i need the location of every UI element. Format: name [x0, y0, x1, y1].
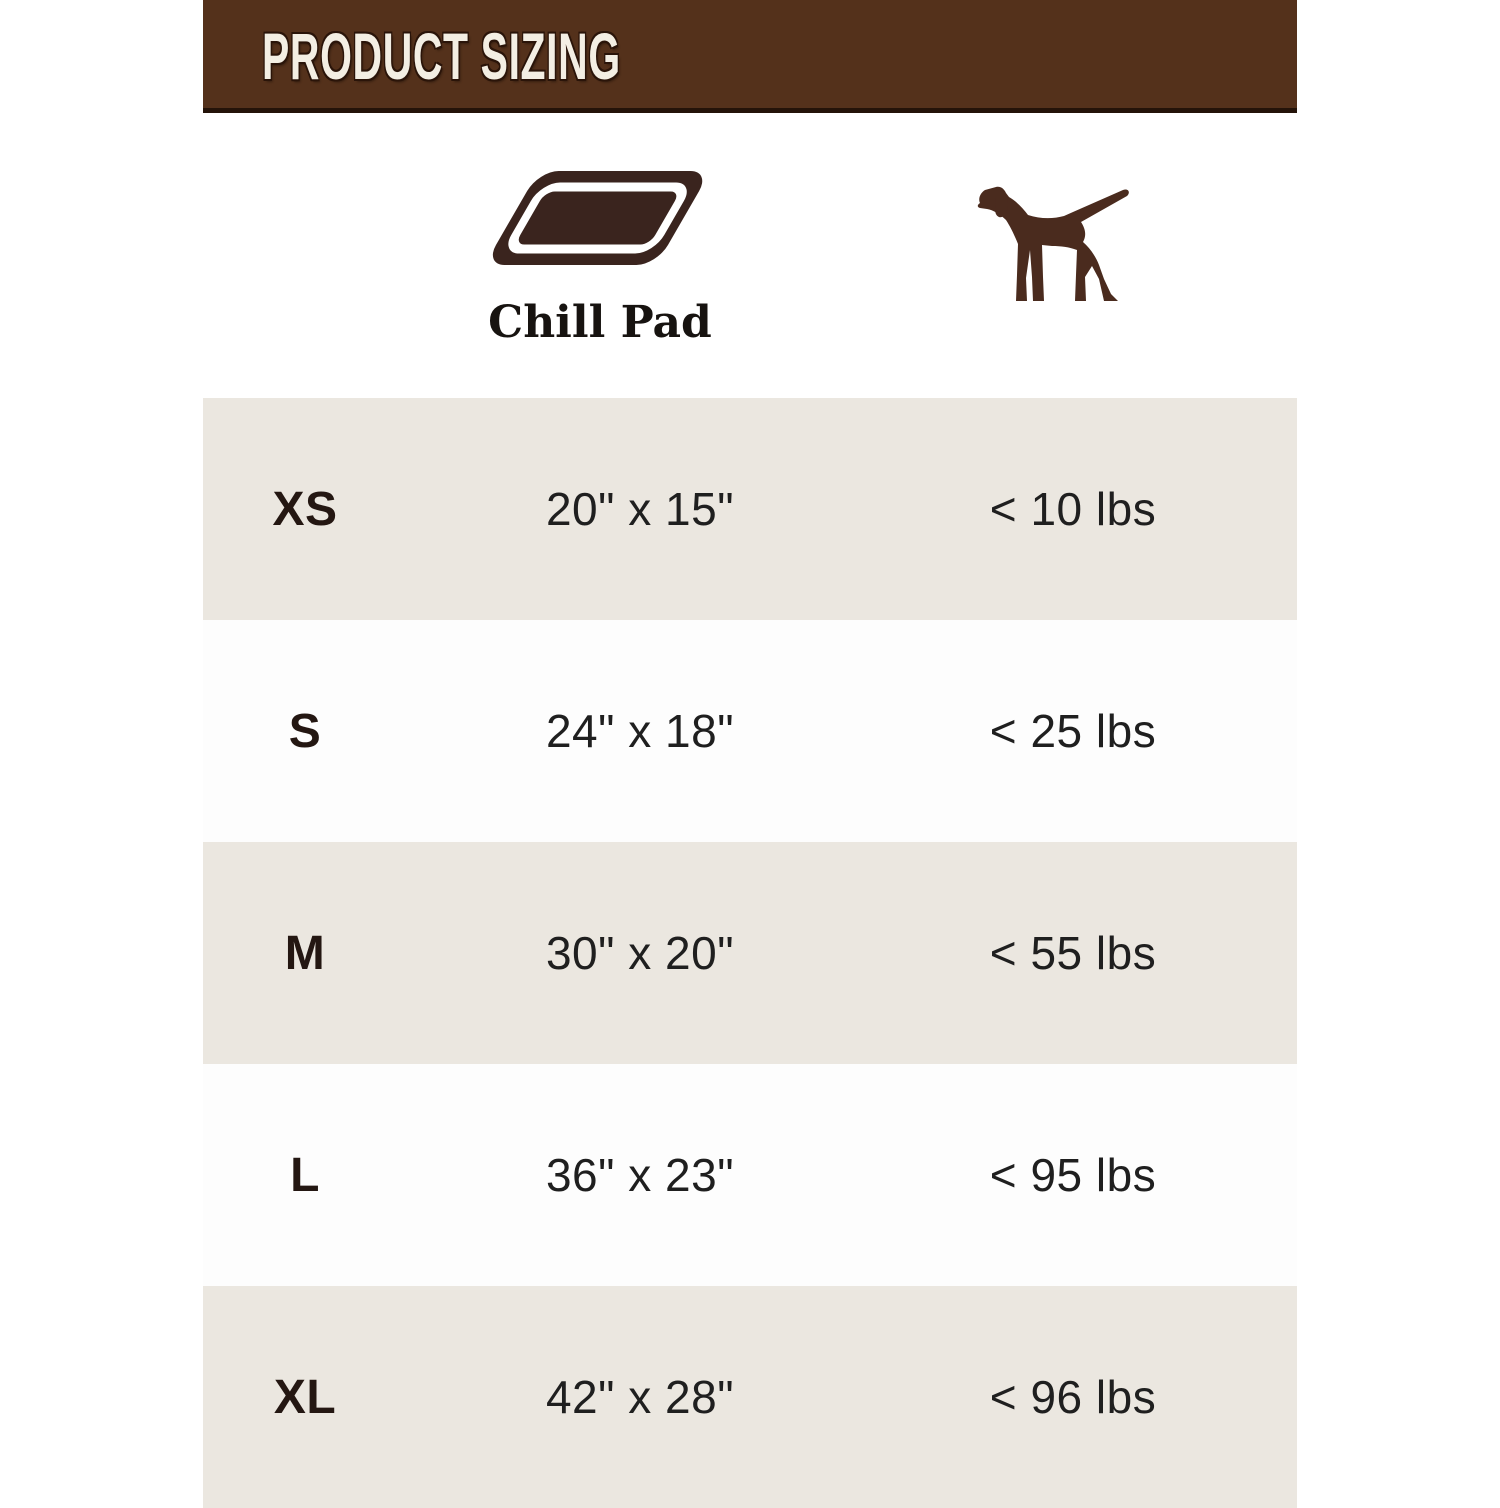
product-sizing-header [203, 0, 1297, 113]
dimensions-cell: 42" x 28" [545, 1371, 735, 1423]
sizing-chart [203, 0, 1297, 1500]
chill-pad-icon [484, 167, 716, 269]
dimensions-cell: 24" x 18" [545, 705, 735, 757]
table-row-xl [203, 1286, 1297, 1508]
table-row-xs [203, 398, 1297, 620]
size-cell: S [288, 704, 322, 758]
size-cell: XS [272, 482, 338, 536]
legend-product [367, 113, 833, 398]
dimensions-cell: 30" x 20" [545, 927, 735, 979]
dog-icon [973, 182, 1137, 398]
page-title: PRODUCT SIZING [262, 19, 621, 93]
weight-cell: < 25 lbs [989, 705, 1157, 757]
table-row-l [203, 1064, 1297, 1286]
size-cell: L [290, 1148, 320, 1202]
dimensions-cell: 20" x 15" [545, 483, 735, 535]
legend-pet [843, 113, 1267, 398]
table-row-m [203, 842, 1297, 1064]
sizing-table [203, 398, 1297, 1508]
weight-cell: < 96 lbs [989, 1371, 1157, 1423]
weight-cell: < 55 lbs [989, 927, 1157, 979]
dimensions-cell: 36" x 23" [545, 1149, 735, 1201]
weight-cell: < 95 lbs [989, 1149, 1157, 1201]
size-cell: M [284, 926, 326, 980]
legend-band [203, 113, 1297, 398]
weight-cell: < 10 lbs [989, 483, 1157, 535]
table-row-s [203, 620, 1297, 842]
size-cell: XL [273, 1370, 337, 1424]
chill-pad-label: Chill Pad [488, 297, 712, 348]
